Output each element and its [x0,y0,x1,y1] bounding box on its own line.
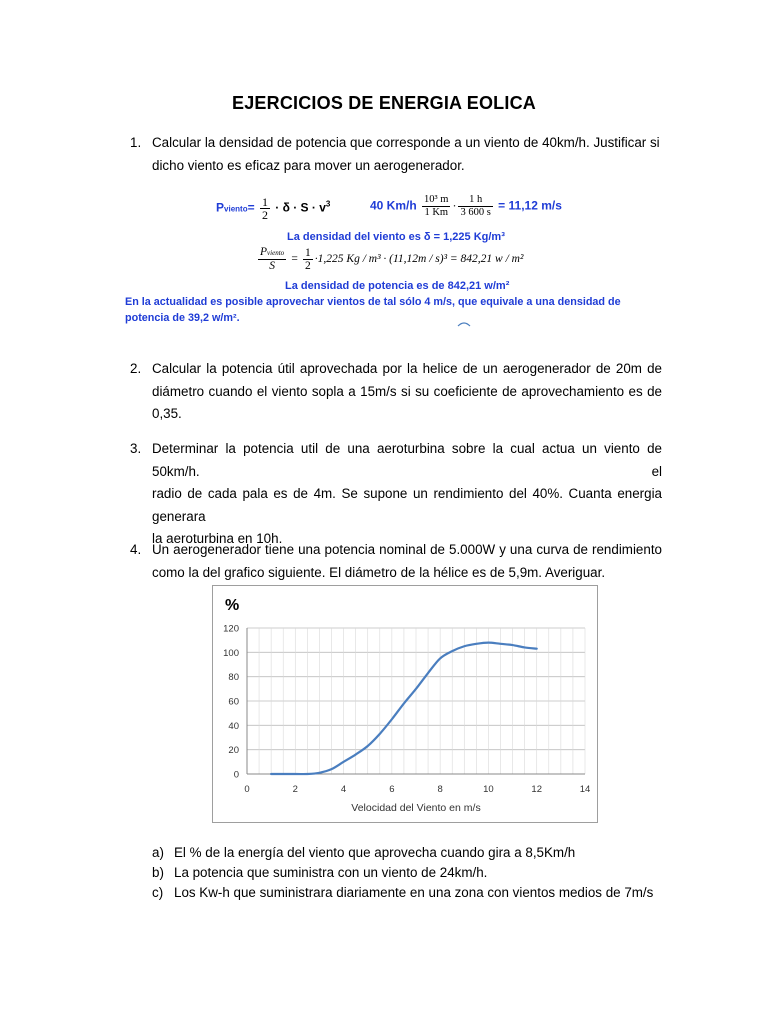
y-tick-label: 100 [223,647,239,659]
formula-subscript: viento [224,204,248,214]
exercise-1-solution [120,190,660,340]
fraction-denominator: S [269,260,275,272]
fraction-denominator: 3 600 s [460,207,491,218]
question-text: Los Kw-h que suministrara diariamente en una zona con vientos medios de 7m/s [174,885,654,900]
fraction-denominator: 2 [261,208,268,222]
fraction-numerator: 1 h [458,194,492,207]
question-letter: a) [152,845,164,860]
y-tick-label: 120 [223,623,239,635]
y-tick-label: 20 [228,745,239,757]
formula-symbol: P [216,200,225,215]
exercise-text-line: Calcular la potencia útil aprovechada por la helice de un aerogenerador de 20m de [152,361,662,376]
x-tick-label: 2 [292,784,298,795]
x-tick-label: 8 [437,784,443,795]
chart-title: % [225,597,240,614]
exercise-text-line: Un aerogenerador tiene una potencia nominal de 5.000W y una curva de rendimiento [152,542,662,557]
fraction-denominator: 1 Km [424,207,449,218]
fraction-numerator: 1 [261,195,268,209]
air-density-text: La densidad del viento es δ = 1,225 Kg/m³ [287,231,505,243]
note-line-2: potencia de 39,2 w/m². [125,312,240,324]
note-line-1: En la actualidad es posible aprovechar vientos de tal sólo 4 m/s, que equivale a una densidad de [125,296,621,308]
power-density-equation: $\frac{\text{Pviento}}{S}$ = $\frac{1}{2}$ ·1,225 Kg / m³ · (11,12m / s)³ = 842,21 w / m² [260,246,524,272]
speed-conversion: 40 Km/h $\frac{\text{10³ m}}{1 Km}$ · $\frac{1 h}{3 600 s}$ = 11,12 m/s [370,194,562,218]
y-tick-label: 40 [228,720,239,732]
fraction-numerator: 1 [305,246,311,259]
x-tick-label: 4 [340,784,347,795]
fraction-denominator: 2 [305,259,311,272]
wind-power-formula [216,196,330,221]
y-tick-label: 80 [228,672,239,684]
efficiency-chart-svg [213,586,599,824]
exercise-number: 3. [130,441,142,456]
exercise-number: 2. [130,361,142,376]
y-tick-label: 60 [228,696,239,708]
x-tick-label: 12 [531,784,543,795]
half-fraction [260,196,270,221]
power-density-result: La densidad de potencia es de 842,21 w/m² [285,280,510,292]
x-tick-label: 14 [579,784,591,795]
exercise-number: 4. [130,542,142,557]
exercise-4 [130,539,662,585]
exercise-text-line: radio de cada pala es de 4m. Se supone un rendimiento del 40%. Cuanta energia generara [152,486,662,524]
speed-value: 40 Km/h [370,198,417,213]
exercise-text-line: la aeroturbina en 10h. [152,531,283,546]
conversion-fraction-2 [458,194,492,219]
x-tick-label: 6 [389,784,395,795]
efficiency-chart [212,585,598,823]
small-arc-mark [456,320,472,328]
formula-equals: = [247,200,255,215]
x-tick-label: 0 [244,784,250,795]
exercise-2 [130,358,662,421]
y-tick-label: 0 [233,769,239,781]
formula-exponent: 3 [325,199,331,209]
question-text: El % de la energía del viento que aprovecha cuando gira a 8,5Km/h [174,845,576,860]
exercise-text-line: Determinar la potencia util de una aeroturbina sobre la cual actua un viento de 50km/h. el [152,441,662,479]
formula-rest: · δ · S · v [275,200,326,215]
power-over-area-fraction [258,246,286,272]
conversion-fraction-1 [422,194,450,219]
x-axis-label: Velocidad del Viento en m/s [351,802,481,814]
exercise-text-line: Calcular la densidad de potencia que corresponde a un viento de 40km/h. Justificar si [152,135,660,150]
exercise-number: 1. [130,135,142,150]
exercise-text-line: diámetro cuando el viento sopla a 15m/s si su coeficiente de aprovechamiento es de 0,35. [152,383,662,421]
fraction-numerator: P [260,246,268,258]
speed-result: = 11,12 m/s [498,198,562,213]
exercise-1 [130,132,662,178]
fraction-numerator-subscript: viento [267,249,285,257]
document-title: EJERCICIOS DE ENERGIA EOLICA [232,93,536,113]
x-tick-label: 10 [483,784,494,795]
exercise-text-line: dicho viento es eficaz para mover un aerogenerador. [152,157,465,173]
exercise-text-line: como la del grafico siguiente. El diámetro de la hélice es de 5,9m. Averiguar. [152,564,606,580]
question-letter: b) [152,865,164,880]
question-text: La potencia que suministra con un viento de 24km/h. [174,865,488,880]
fraction-numerator: 10³ m [424,194,449,205]
equation-rhs: ·1,225 Kg / m³ · (11,12m / s)³ = 842,21 w / m² [314,253,524,266]
half-fraction [303,247,313,272]
exercise-3 [130,438,662,546]
question-letter: c) [152,885,164,900]
